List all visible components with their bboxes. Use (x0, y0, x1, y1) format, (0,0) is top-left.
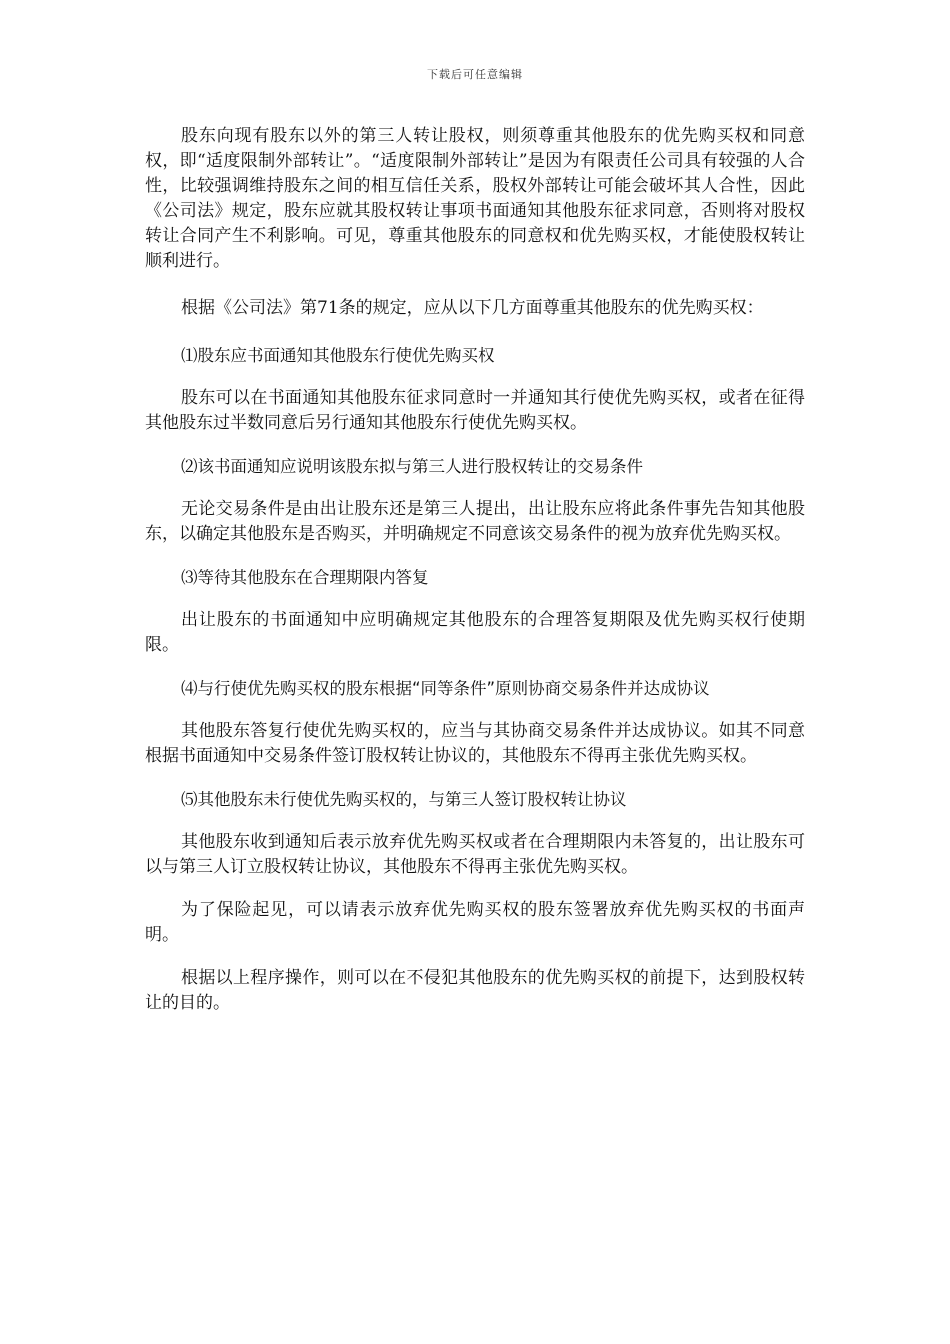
spacer (145, 479, 805, 497)
paragraph-intro: 股东向现有股东以外的第三人转让股权，则须尊重其他股东的优先购买权和同意权，即“适度限制外部转让”。“适度限制外部转让”是因为有限责任公司具有较强的人合性，比较强调维持股东之间的相互信任关系，股权外部转让可能会破坏其人合性，因此《公司法》规定，股东应就其股权转让事项书面通知其他股东征求同意，否则将对股权转让合同产生不利影响。可见，尊重其他股东的同意权和优先购买权，才能使股权转让顺利进行。 (145, 126, 805, 271)
spacer (145, 274, 805, 296)
paragraph-section-4: 其他股东答复行使优先购买权的，应当与其协商交易条件并达成协议。如其不同意根据书面通知中交易条件签订股权转让协议的，其他股东不得再主张优先购买权。 (145, 721, 805, 766)
paragraph-section-1: 股东可以在书面通知其他股东征求同意时一并通知其行使优先购买权，或者在征得其他股东过半数同意后另行通知其他股东行使优先购买权。 (145, 388, 805, 433)
spacer (145, 590, 805, 608)
paragraph-section-2: 无论交易条件是由出让股东还是第三人提出，出让股东应将此条件事先告知其他股东，以确定其他股东是否购买，并明确规定不同意该交易条件的视为放弃优先购买权。 (145, 499, 805, 544)
paragraph-waiver-note: 为了保险起见，可以请表示放弃优先购买权的股东签署放弃优先购买权的书面声明。 (145, 900, 805, 945)
section-heading-3: ⑶等待其他股东在合理期限内答复 (181, 568, 429, 587)
section-heading-2: ⑵该书面通知应说明该股东拟与第三人进行股权转让的交易条件 (181, 457, 643, 476)
spacer (145, 812, 805, 830)
spacer (145, 880, 805, 898)
spacer (145, 701, 805, 719)
spacer (145, 436, 805, 454)
spacer (145, 769, 805, 787)
spacer (145, 321, 805, 343)
paragraph-legal-basis: 根据《公司法》第71条的规定，应从以下几方面尊重其他股东的优先购买权： (181, 298, 764, 318)
spacer (145, 948, 805, 966)
document-body (145, 124, 805, 1016)
paragraph-section-3: 出让股东的书面通知中应明确规定其他股东的合理答复期限及优先购买权行使期限。 (145, 610, 805, 655)
spacer (145, 547, 805, 565)
spacer (145, 368, 805, 386)
header-note: 下载后可任意编辑 (427, 68, 523, 81)
section-heading-5: ⑸其他股东未行使优先购买权的，与第三人签订股权转让协议 (181, 790, 627, 809)
spacer (145, 658, 805, 676)
section-heading-1: ⑴股东应书面通知其他股东行使优先购买权 (181, 346, 495, 365)
paragraph-conclusion: 根据以上程序操作，则可以在不侵犯其他股东的优先购买权的前提下，达到股权转让的目的。 (145, 968, 805, 1013)
section-heading-4: ⑷与行使优先购买权的股东根据“同等条件”原则协商交易条件并达成协议 (181, 679, 710, 698)
paragraph-section-5: 其他股东收到通知后表示放弃优先购买权或者在合理期限内未答复的，出让股东可以与第三人订立股权转让协议，其他股东不得再主张优先购买权。 (145, 832, 805, 877)
